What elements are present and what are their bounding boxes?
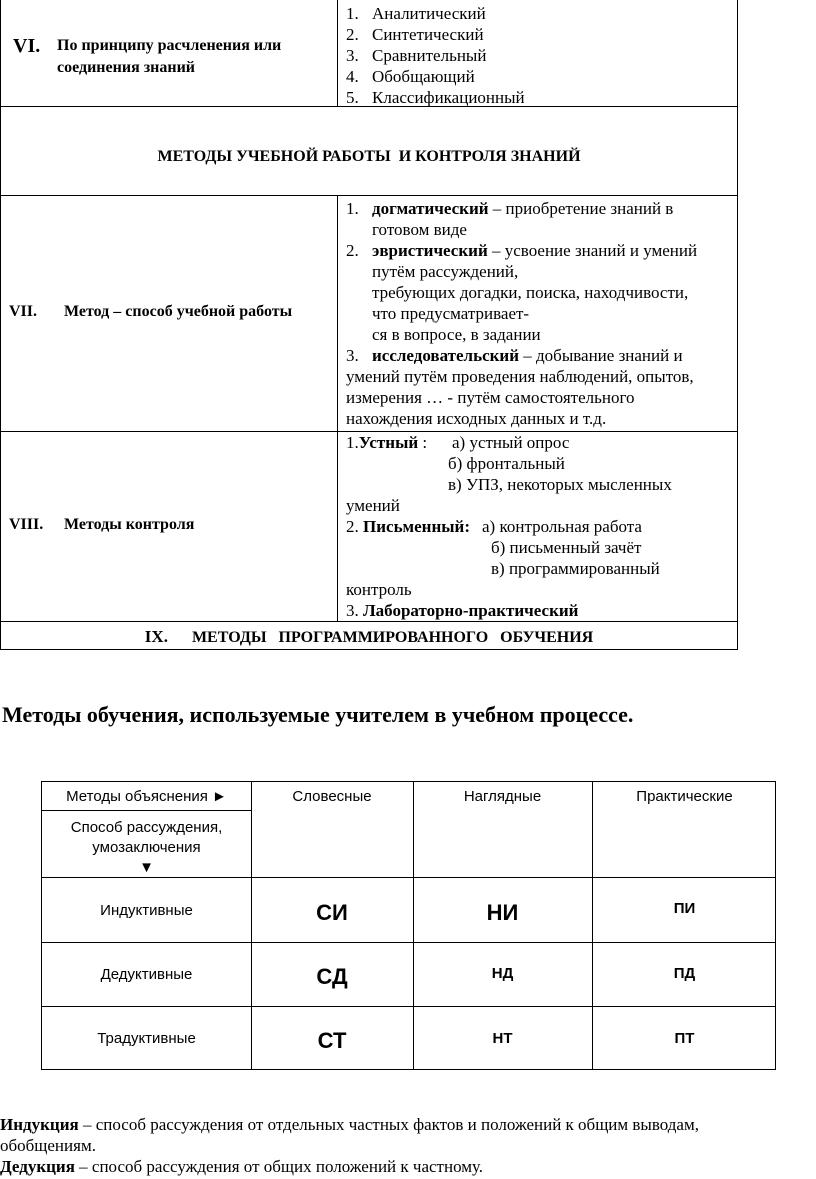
table-cell: НИ (486, 900, 519, 925)
row-label: Индуктивные (100, 902, 193, 919)
arrow-down-icon: ▼ (139, 859, 154, 876)
row-roman: VI. (13, 35, 41, 57)
methods-table (0, 0, 738, 650)
row-title: соединения знаний (57, 59, 196, 76)
section-title: Методы обучения, используемые учителем в учебном процессе. (2, 702, 634, 727)
list-item: 4. Обобщающий (346, 67, 475, 86)
row-label: Традуктивные (97, 1030, 196, 1047)
row-title: Метод – способ учебной работы (64, 303, 293, 320)
table-cell: СД (316, 964, 348, 989)
list-item: 3. Лабораторно-практический (346, 601, 579, 620)
table-cell: СТ (317, 1028, 347, 1053)
list-item: 1. Аналитический (346, 4, 486, 23)
list-item: 2. Письменный: а) контрольная работа (346, 517, 642, 536)
table-row (1, 196, 737, 432)
table-row (1, 0, 737, 107)
table-row (1, 432, 737, 622)
list-item: 5. Классификационный (346, 88, 525, 107)
table-cell: ПТ (674, 1030, 695, 1047)
row-label: Дедуктивные (100, 966, 193, 983)
column-header: Наглядные (463, 788, 542, 805)
row-content-cell: 1.Устный : а) устный опрос б) фронтальный в) УПЗ, некоторых мысленных умений 2. Письменный: а) контрольная работа б) письменный зачёт в) программированный контроль 3. Лабораторно-практический (346, 432, 736, 621)
methods-matrix-table (41, 781, 776, 1070)
row-roman: VIII. (9, 516, 44, 533)
list-item: 1. догматический – приобретение знаний в (346, 199, 674, 218)
table-cell: НД (491, 965, 514, 982)
section-heading-row (1, 107, 737, 196)
corner-header-bottom: Способ рассуждения, умозаключения ▼ (42, 818, 251, 878)
list-item: 2. Синтетический (346, 25, 484, 44)
definition-induction: Индукция – способ рассуждения от отдельных частных фактов и положений к общим выводам, обобщениям. Дедукция – способ рассуждения от общих положений к частному. (0, 1115, 699, 1176)
section-heading: МЕТОДЫ УЧЕБНОЙ РАБОТЫ И КОНТРОЛЯ ЗНАНИЙ (157, 148, 581, 165)
table-cell: ПИ (673, 900, 696, 917)
row-roman: VII. (9, 303, 38, 320)
row-title-cell (1, 33, 337, 93)
list-item: 2. эвристический – усвоение знаний и умений (346, 241, 698, 260)
table-cell: ПД (673, 965, 696, 982)
row-content-cell (338, 3, 737, 108)
corner-header-top: Методы объяснения ► (66, 788, 227, 805)
list-item: 3. исследовательский – добывание знаний и (346, 346, 683, 365)
column-header: Словесные (292, 788, 372, 805)
row-title: Методы контроля (64, 516, 195, 533)
list-item: 3. Сравнительный (346, 46, 487, 65)
list-item: 1.Устный : а) устный опрос (346, 433, 570, 452)
row-title: IX. МЕТОДЫ ПРОГРАММИРОВАННОГО ОБУЧЕНИЯ (144, 627, 594, 646)
column-header: Практические (636, 788, 733, 805)
table-cell: НТ (492, 1030, 513, 1047)
row-content-cell: 1. догматический – приобретение знаний в готовом виде 2. эвристический – усвоение знаний и умений путём рассуждений, требующих догадки, поиска, находчивости, что предусматривает- ся в вопросе, в задании 3. исследовательский – добывание знаний и умений путём проведения наблюдений, опытов, измерения … - путём самостоятельного нахождения исходных данных и т.д. (338, 198, 737, 429)
table-row (1, 622, 737, 650)
row-title: По принципу расчленения или (57, 37, 282, 54)
table-cell: СИ (316, 900, 348, 925)
